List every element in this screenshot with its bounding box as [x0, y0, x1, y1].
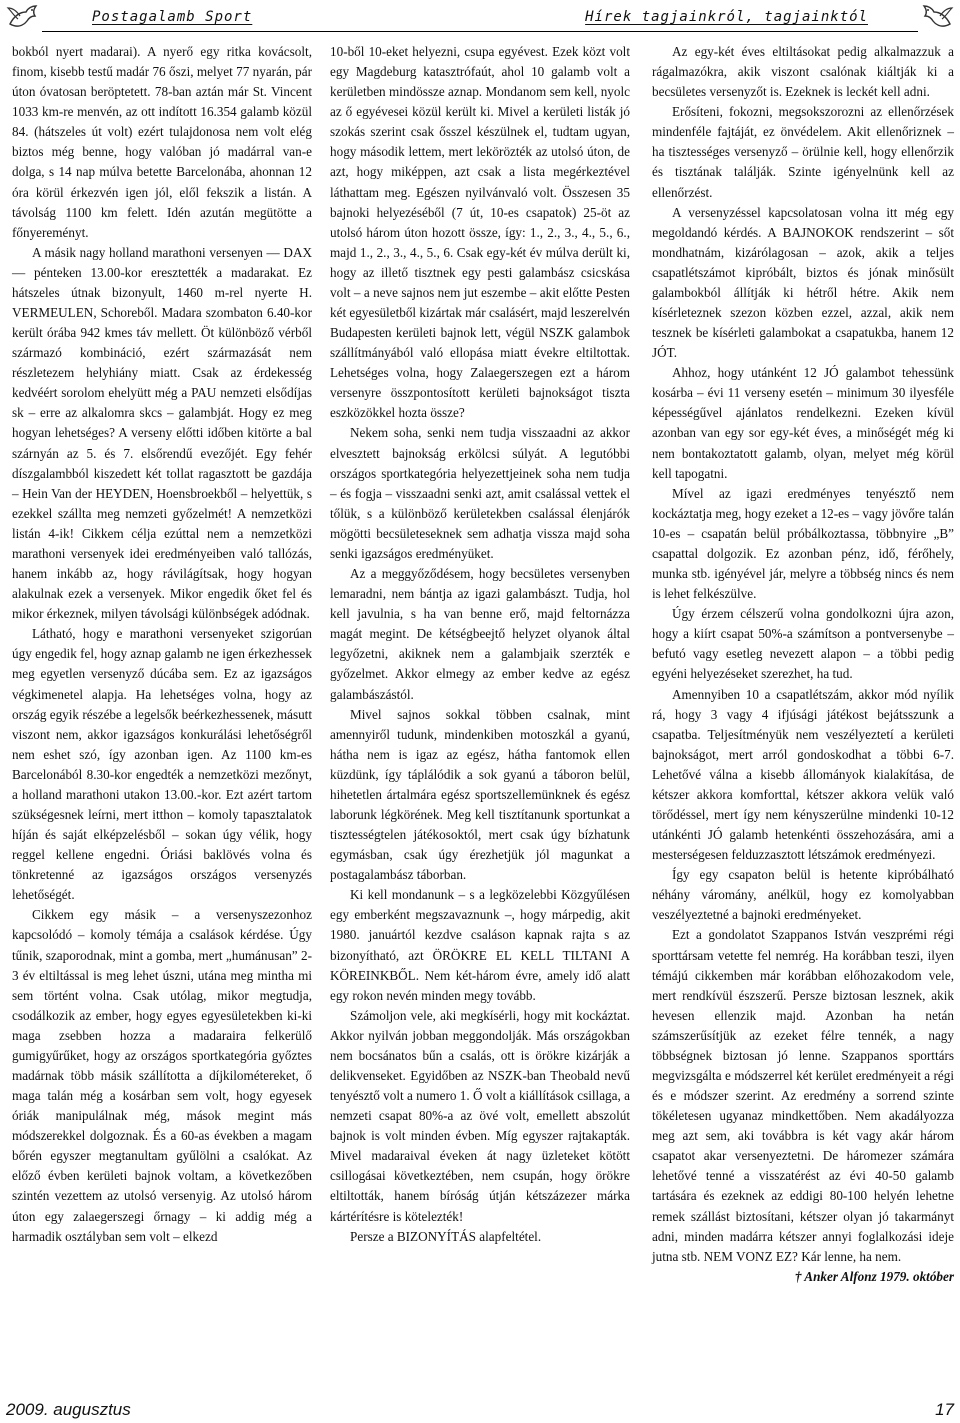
paragraph: Persze a BIZONYÍTÁS alapfeltétel. — [350, 1228, 542, 1244]
article-column-1 — [12, 42, 312, 1247]
paragraph: 10-ből 10-eket helyezni, csupa egyévest. Ezek közt volt egy Magdeburg katasztrófaút, ahol 10 galamb volt a kerületben mindössze aznap. Mondanom sem kell, nyolc az ő egyévesei közül került ki. Mivel a kerületi listák jó szokás szerint csak ősszel készülnek el, tudtam ugyan, hogy második lettem, mert lekörözték az utolsó úton, de azt, hogy miképpen, azt csak a lista megérkeztével láthattam meg. Egészen nyilvánvaló volt. Összesen 35 bajnoki helyezéséből (7 út, 10-es csapatok) 25-öt az utolsó három úton hozott össze, így: 1., 2., 3., 4., 5., 6., majd 1., 2., 3., 4., 5., 6. Csak egy-két év múlva derült ki, hogy az illető tisztnek egy pesti galambász csicskása volt – a neve sajnos nem jut eszembe – akit előtte Pesten két egyesületből kizártak már csalásért, majd leszerelvén Budapesten kerületi bajnok lett, végül NSZK galambok szállítmányából való ellopása miatt évekre eltiltottak. Lehetséges volna, hogy Zalaegerszegen ezt a három versenyre összpontosított kerületi bajnokságot tiszta eszközökkel hozta össze? — [330, 44, 630, 421]
paragraph: Az a meggyőződésem, hogy becsületes versenyben lemaradni, nem bántja az igazi galambászt. Tudja, hol kell javulnia, s ha van benne erő, majd feltornázza magát megint. De kétségbeejtő helyzet olyanok által legyőzetni, akiknek nem a galambjaik szerzték e győzelmet. Akkor elmegy az ember kedve az egész galambászástól. — [330, 566, 630, 702]
paragraph: Látható, hogy e marathoni versenyeket szigorúan úgy engedik fel, hogy aznap galamb ne igen érkezhessek meg egyetlen versenyző dúcába sem. Ez az igazságos végkimenetel alapja. Ha lehetséges volna, hogy az ország egyik részébe a legelsők beérkezhessenek, másutt viszont nem, akkor igazságos konkurálási lehetőségről nem eshet szó, így azonban igen. Az 1100 km-es Barcelonából 8.30-kor engedték a nemzetközi mezőnyt, a holland marathoni utakon 13.00.-kor. Ezt azért tartom szükségesnek leírni, mert itthon – komoly tapasztalatok híján és saját elképzelésből – sokan úgy vélik, hogy reggel kellene engedni. Óriási baklövés volna és tönkretenné az igazságos országos versenyzés lehetőségét. — [12, 626, 312, 903]
paragraph: Mível az igazi eredményes tenyésztő nem kockáztatja meg, hogy ezeket a 12-es – vagy jövőre talán 10-es – csapatán belül próbálkoztassa, többnyire „B” csapattal dolgozik. Ez azonban pénz, idő, férőhely, munka stb. igényével jár, melyre a többség nincs és nem is lehet felkészülve. — [652, 485, 954, 602]
publication-title: Postagalamb Sport — [92, 9, 253, 25]
page-number: 17 — [935, 1400, 954, 1419]
paragraph: Nekem soha, senki nem tudja visszaadni az akkor elvesztett bajnokság erkölcsi súlyát. A legutóbbi országos sportkategória helyezettjeinek soha nem tudja – és fogja – visszaadni senki azt, amit csalással vettek el tőlük, s a különböző kerületekben csalással élenjárók mögötti becsületeseknek sem adhatja vissza majd soha senki igazságos eredményüket. — [330, 425, 630, 561]
paragraph: Ahhoz, hogy utánként 12 JÓ galambot tehessünk kosárba – évi 11 verseny esetén – minimum 30 ilyesféle képességűvel ajánlatos rendelkezni. Ezeken kívül azonban van egy sor egy-két éves, a minőségét még ki nem bontakoztatott galamb, olyan, melyet még körül kell tapogatni. — [652, 365, 954, 481]
page-header — [0, 0, 960, 36]
article-column-2 — [330, 42, 630, 1247]
pigeon-icon — [920, 2, 954, 34]
paragraph: Úgy érzem célszerű volna gondolkozni újra azon, hogy a kiírt csapat 50%-a számítson a pontversenybe – befutó vagy esetleg nevezett alapon – a többi pedig egyéni helyezéseket szerezhet, ha tud. — [652, 606, 954, 682]
paragraph: Erősíteni, fokozni, megsokszorozni az ellenőrzések mindenféle fajtáját, ez önvédelem. Akit ellenőriznek – ha tisztességes versenyző – örülnie kell, hogy ellenőrzik és tisztának találják. Szinte igényelnünk kell az ellenőrzést. — [652, 104, 954, 200]
page-footer — [0, 1398, 960, 1423]
paragraph: Az egy-két éves eltiltásokat pedig alkalmazzuk a rágalmazókra, akik viszont csalónak kiáltják ki a becsületes versenyzőt is. Ezeknek is leckét kell adni. — [652, 44, 954, 100]
section-title: Hírek tagjainkról, tagjainktól — [585, 9, 868, 25]
paragraph: Ki kell mondanunk – s a legközelebbi Közgyűlésen egy emberként megszavaznunk –, hogy márpedig, akit 1980. januártól kezdve csaláson kapnak rajta s az bizonyítható, azt ÖRÖKRE EL KELL TILTANI A KÖREINKBŐL. Nem két-három évre, amely idő alatt egy rokon nevén minden megy tovább. — [330, 887, 630, 1003]
paragraph: Így egy csapaton belül is hetente kipróbálható néhány váromány, anélkül, hogy ez komolyabban veszélyeztetné a bajnoki eredményeket. — [652, 867, 954, 923]
issue-date: 2009. augusztus — [6, 1400, 131, 1419]
paragraph: A másik nagy holland marathoni versenyen — DAX — pénteken 13.00-kor eresztették a madarakat. Ez hátszeles útnak bizonyult, 1460 m-rel nyerte H. VERMEULEN, Schoreből. Madara szombaton 6.40-kor került órába 942 kmes táv mellett. Öt különböző vérből származó kombináció, ezért származását nem részletezem helyhiány miatt. Csak az érdekesség kedvéért sorolom ehelyütt még a PAU nemzeti elsődíjas sk – erre az alkalomra skcs – galambját. Hogy ez meg hogyan lehetséges? A verseny előtti időben kitörte a bal szárnyán az 5. és 7. elsőrendű evezőjét. Egy fehér díszgalambból kiszedett két tollat ragasztott be gazdája – Hein Van der HEYDEN, Hoensbroekből – helyettük, s ezekkel szállta meg nemzeti győzelmét! A nemzetközi listán 4-ik! Cikkem célja ezúttal nem a nemzetközi marathoni versenyek idei eredményeiben való tallózás, hanem inkább az, hogy rávilágítsak, hogy hogyan alakulnak ezek a versenyek. Mikor engedik őket fel és mikor érkeznek, milyen távolsági különbségek adódnak. — [12, 244, 312, 622]
paragraph: A versenyzéssel kapcsolatosan volna itt még egy megoldandó kérdés. A BAJNOKOK rendszerint – sőt mondhatnám, kizárólagosan – azok, akik a teljes csapatlétszámot kipróbált, biztos és jónak minősült galambokból állítják ki hétről hétre. Akik nem kísérleteznek szezon közben ezzel, azzal, akik nem tesznek be kísérleti galambokat a csapatukba, hanem 12 JÓT. — [652, 204, 954, 361]
paragraph: Számoljon vele, aki megkísérli, hogy mit kockáztat. Akkor nyilván jobban meggondolják. Más országokban nem bocsánatos bűn a csalás, ott is örökre kizárják a delikvenseket. Egyidőben az NSZK-ban Theobald nevű tenyésztő volt a numero 1. Ő volt a kiállítások csillaga, a nemzeti csapat 80%-a az övé volt, emellett abszolút bajnok is volt minden évben. Míg egyszer rajtakapták. Mivel madaraival éveken át nagy üzleteket kötött csillogásai következtében, nem csupán, hogy örökre eltiltották, hanem bíróság útján kétszázezer márka kártérítésre is kötelezték! — [330, 1007, 630, 1224]
paragraph: bokból nyert madarai). A nyerő egy ritka kovácsolt, finom, kisebb testű madár 76 őszi, melyet 77 nyarán, pár úton óvatosan beröptetett. 78-ban aztán már St. Vincent 1033 km-re menvén, az ott indított 16.354 galamb közül 84. (hátszeles út volt) ezért tulajdonosa nem volt elég biztos még benne, hogy valóban jó madárral van-e dolga, s 14 nap múlva betette Barcelonába, ahonnan 12 óra körül érkezvén igen jól, elől fekszik a listán. A távolság 1100 km felett. Idén azután megütötte a főnyereményt. — [12, 44, 312, 240]
pigeon-icon — [6, 2, 40, 34]
author-signature: † Anker Alfonz 1979. október — [794, 1268, 954, 1284]
header-rule — [42, 31, 918, 32]
paragraph: Amennyiben 10 a csapatlétszám, akkor mód nyílik rá, hogy 3 vagy 4 ifjúsági játékost bejátsszunk a csapatba. Teljesítményük nem veszélyeztetí a kerületi bajnokságot, mert arról gondoskodhat a többi 6-7. Lehetővé válna a kisebb állományok kialakítása, de kétszer akkora komforttal, kétszer akkora velük való törődéssel, mert így nem kényszerülne mindenki 10-12 utánkénti JÓ galamb hetenkénti összehozására, ami a mesterségesen felduzzasztott létszámok eredményezi. — [652, 686, 954, 863]
paragraph: Ezt a gondolatot Szappanos István veszprémi régi sporttársam vetette fel nemrég. Ha korábban teszi, ilyen témájú cikkemben már korábban előhozakodom vele, mert rendkívül észszerű. Persze biztosan lesznek, akik hevesen ellenzik majd. Azonban ha netán számszerűsítjük az ezeket félre tennék, a nagy többségnek biztosan jó lenne. Szappanos sporttárs megvizsgálta e módszerrel két kerület eredményeit a régi és e módszer szerint. Az eredmény a sorrend szinte tökéletesen ugyanaz mindkettőben. Nem akadályozza meg azt sem, aki továbbra is két vagy akár három csapatot akar versenyeztetni. De háromezer számára lehetővé tenné a visszatérést az évi 40-50 galamb tartására és ezeknek az eddigi 80-100 helyén lehetne remek szállást biztosítani, kétszer olyan jó takarmányt adni, minden madárra kétszer annyi foglalkozási ideje jutna stb. NEM VONZ EZ? Kár lenne, ha nem. — [652, 927, 954, 1264]
paragraph: Mivel sajnos sokkal többen csalnak, mint amennyiről tudunk, mindenkiben motoszkál a gyanú, hátha nem is igaz az egész, hátha fantomok ellen küzdünk, így táplálódik a sok gyanú a táboron belül, hihetetlen ártalmára egész sportszellemünknek és egész laborunk légkörének. Meg kell tisztítanunk sportunkat a tisztességtelen játékosoktól, mert csak úgy bízhatunk egymásban, csak úgy érezhetjük jól magunkat a postagalambász táborban. — [330, 706, 630, 883]
article-column-3 — [652, 42, 954, 1287]
paragraph: Cikkem egy másik – a versenyszezonhoz kapcsolódó – komoly témája a csalások kérdése. Úgy tűnik, szaporodnak, mint a gomba, mert „humánusan” 2-3 év eltiltással is meg lehet úszni, utána meg mintha mi sem történt volna. Csak utólag, mikor megtudja, csodálkozik az ember, hogy egyes egyesületekben ki-ki maga zsebben hozza a madaraira felkerülő gumigyűrűket, hogy az országos sportkategória győztes madárnak több másik szállította a díjkilométereket, ő maga talán még a kosárban sem volt, hogy egyesek óriák manipulálnak még, mások megint más módszerekkel dolgoznak. És a 60-as években a magam bőrén egyszer megtanultam gyűlölni a csalókat. Az előző évben kerületi bajnok voltam, a következőben szintén vezettem az utolsó versenyig. Az utolsó három úton egy zalaegerszegi őrnagy – ki addig még a harmadik osztályban sem volt – elkezd — [12, 907, 312, 1244]
